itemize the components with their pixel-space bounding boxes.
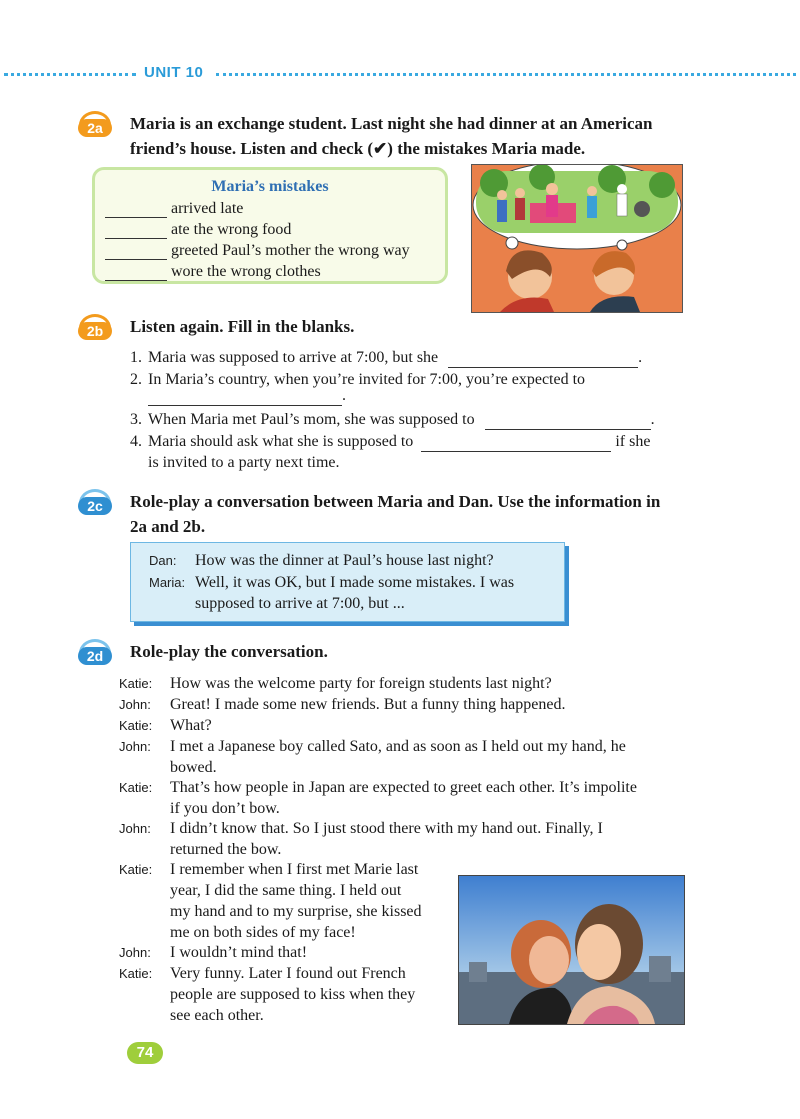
header-dots-right xyxy=(216,73,796,76)
fill-blank[interactable] xyxy=(148,405,342,406)
conversation-line: Katie: That’s how people in Japan are expected to greet each other. It’s impolite if you don’t bow. xyxy=(119,779,637,817)
fill-item-1: 1. Maria was supposed to arrive at 7:00, but she . xyxy=(130,349,643,366)
conversation-line: John: Great! I made some new friends. But a funny thing happened. xyxy=(119,696,566,713)
conversation-line: Katie: Very funny. Later I found out French people are supposed to kiss when they see each other. xyxy=(119,965,416,1024)
unit-title: UNIT 10 xyxy=(144,64,204,81)
conversation-line: Katie: How was the welcome party for foreign students last night? xyxy=(119,675,552,692)
instruction-2c: Role-play a conversation between Maria and Dan. Use the information in 2a and 2b. xyxy=(130,492,661,536)
conversation-line: Katie: I remember when I first met Marie last year, I did the same thing. I held out my hand and to my surprise, she kissed me on both sides of my face! xyxy=(119,861,422,941)
check-blank[interactable] xyxy=(105,259,167,260)
fill-blank[interactable] xyxy=(448,367,638,368)
mistake-item: arrived late xyxy=(105,200,243,220)
dialog-text: How was the dinner at Paul’s house last night? xyxy=(195,552,494,569)
instruction-2d: Role-play the conversation. xyxy=(130,642,328,661)
mistakes-box xyxy=(92,167,448,284)
mistake-item: greeted Paul’s mother the wrong way xyxy=(105,242,410,262)
fill-item-4-cont: is invited to a party next time. xyxy=(148,454,340,471)
activity-badge-2d: 2d xyxy=(77,639,113,667)
greeting-kiss-photo xyxy=(458,875,685,1025)
check-blank[interactable] xyxy=(105,238,167,239)
dinner-party-illustration xyxy=(471,164,683,313)
mistake-item: ate the wrong food xyxy=(105,221,291,241)
conversation-line: John: I didn’t know that. So I just stood there with my hand out. Finally, I returned the bow. xyxy=(119,820,603,858)
header-dots-left xyxy=(4,73,136,76)
conversation-line: Katie: What? xyxy=(119,717,212,734)
fill-item-4: 4. Maria should ask what she is supposed to if she xyxy=(130,433,651,450)
dialog-box xyxy=(130,542,565,622)
fill-blank[interactable] xyxy=(485,429,651,430)
activity-badge-2a: 2a xyxy=(77,111,113,139)
instruction-2b: Listen again. Fill in the blanks. xyxy=(130,317,355,336)
dialog-line: Dan: xyxy=(149,553,177,568)
instruction-2a: Maria is an exchange student. Last night she had dinner at an American friend’s house. Listen and check (✔) the mistakes Maria made. xyxy=(130,114,653,158)
page-number: 74 xyxy=(127,1042,163,1064)
dialog-line: Maria: xyxy=(149,575,186,590)
dialog-text: Well, it was OK, but I made some mistakes. I was xyxy=(195,574,515,591)
fill-blank[interactable] xyxy=(421,451,611,452)
conversation-line: John: I wouldn’t mind that! xyxy=(119,944,308,961)
fill-item-3: 3. When Maria met Paul’s mom, she was supposed to . xyxy=(130,411,655,428)
mistakes-title: Maria’s mistakes xyxy=(211,178,329,195)
activity-badge-2b: 2b xyxy=(77,314,113,342)
conversation-line: John: I met a Japanese boy called Sato, and as soon as I held out my hand, he bowed. xyxy=(119,738,626,776)
fill-item-2: 2. In Maria’s country, when you’re invited for 7:00, you’re expected to xyxy=(130,371,586,388)
check-blank[interactable] xyxy=(105,217,167,218)
fill-item-2-blank: . xyxy=(148,385,346,406)
mistake-item: wore the wrong clothes xyxy=(105,263,321,283)
check-blank[interactable] xyxy=(105,280,167,281)
dialog-text: supposed to arrive at 7:00, but ... xyxy=(195,595,405,612)
activity-badge-2c: 2c xyxy=(77,489,113,517)
